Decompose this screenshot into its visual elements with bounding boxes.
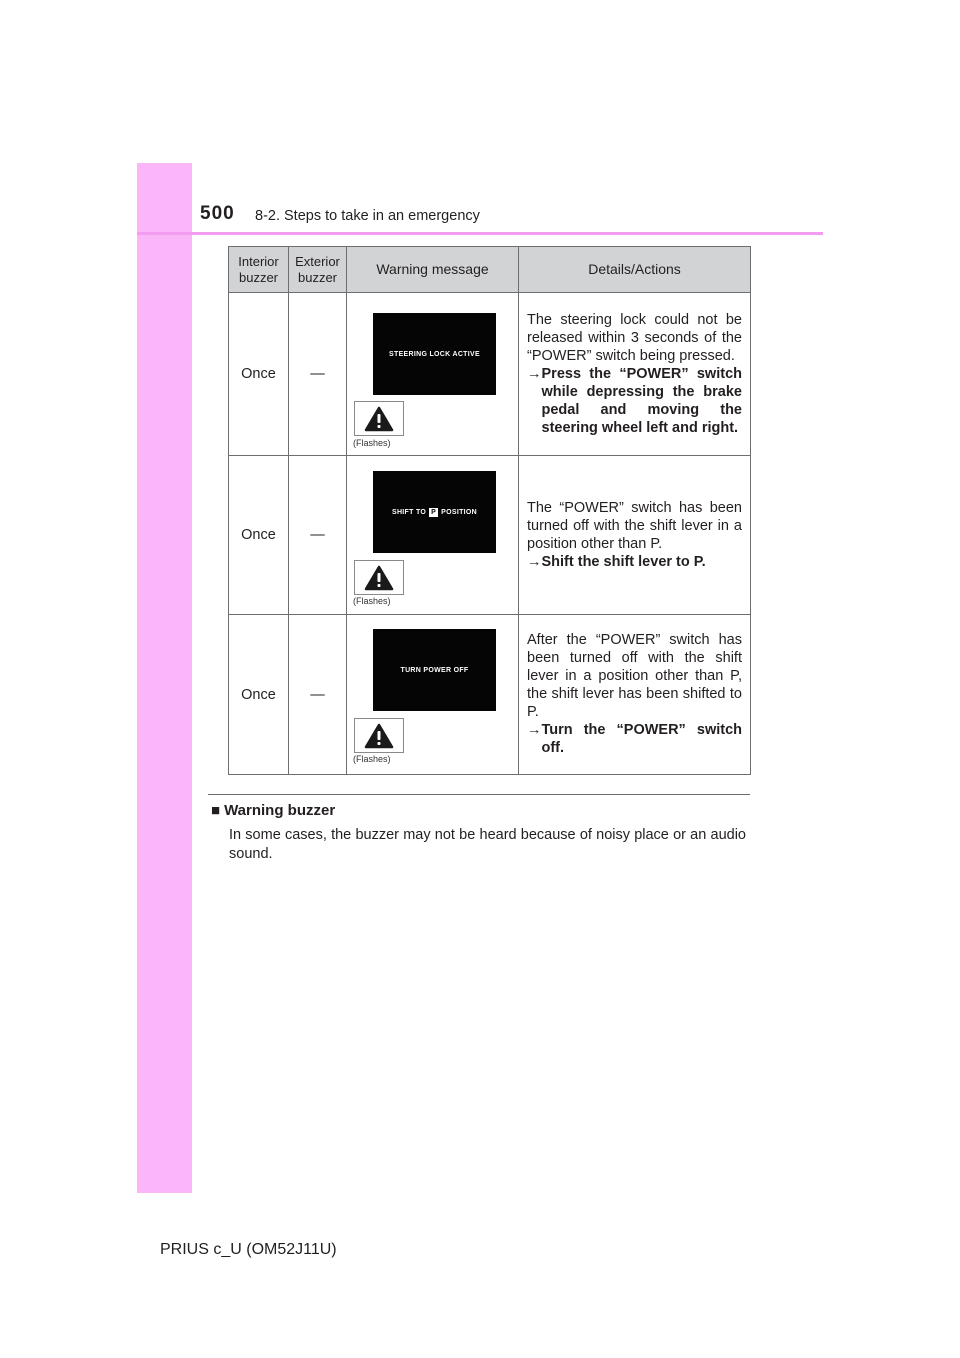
warning-message-cell xyxy=(347,293,519,456)
flashes-label: (Flashes) xyxy=(353,438,391,448)
action-text: Turn the “POWER” switch off. xyxy=(541,722,742,756)
details-text: The steering lock could not be released within 3 seconds of the “POWER” switch being pressed. xyxy=(527,311,742,364)
action-item xyxy=(527,721,742,757)
flashes-label: (Flashes) xyxy=(353,596,391,606)
table-header-row xyxy=(229,247,751,293)
arrow-icon: → xyxy=(527,553,542,570)
arrow-icon: → xyxy=(527,722,542,738)
col-header-details-actions: Details/Actions xyxy=(519,247,751,293)
table-row xyxy=(229,293,751,456)
details-text: After the “POWER” switch has been turned off with the shift lever in a position other than P, the shift lever has been shifted to P. xyxy=(527,632,742,720)
master-warning-light xyxy=(354,560,404,595)
action-item xyxy=(527,365,742,437)
details-text: The “POWER” switch has been turned off with the shift lever in a position other than P. xyxy=(527,499,742,552)
col-header-warning-message: Warning message xyxy=(347,247,519,293)
note-body: In some cases, the buzzer may not be heard because of noisy place or an audio sound. xyxy=(229,827,746,862)
col-header-exterior-buzzer: Exterior buzzer xyxy=(289,247,347,293)
interior-buzzer-cell: Once xyxy=(229,615,289,775)
note-title: Warning buzzer xyxy=(224,802,336,819)
warning-message-cell xyxy=(347,456,519,615)
master-warning-light xyxy=(354,718,404,753)
details-actions-cell xyxy=(519,615,751,775)
warning-exclamation-icon xyxy=(364,565,394,591)
p-position-badge: P xyxy=(431,508,437,516)
warning-exclamation-icon xyxy=(364,406,394,432)
exterior-buzzer-cell: — xyxy=(289,615,347,775)
interior-buzzer-cell: Once xyxy=(229,456,289,615)
note-divider xyxy=(208,794,750,795)
interior-buzzer-cell: Once xyxy=(229,293,289,456)
master-warning-light xyxy=(354,401,404,436)
details-actions-cell xyxy=(519,293,751,456)
page-number: 500 xyxy=(200,203,235,224)
screen-message: TURN POWER OFF xyxy=(400,666,469,674)
side-color-band xyxy=(137,163,192,1193)
warning-exclamation-icon xyxy=(364,723,394,749)
flashes-label: (Flashes) xyxy=(353,754,391,764)
action-item xyxy=(527,553,742,571)
section-title: 8-2. Steps to take in an emergency xyxy=(255,208,480,224)
header-rule xyxy=(137,232,823,235)
warning-table xyxy=(228,246,751,775)
action-text: Press the “POWER” switch while depressing the brake pedal and moving the steering wheel left and right. xyxy=(541,365,742,436)
note-heading xyxy=(211,802,335,819)
action-text: Shift the shift lever to P. xyxy=(541,553,706,570)
exterior-buzzer-cell: — xyxy=(289,456,347,615)
arrow-icon: → xyxy=(527,365,542,382)
multi-info-display-screen xyxy=(373,629,496,711)
multi-info-display-screen xyxy=(373,313,496,395)
square-bullet-icon: ■ xyxy=(211,802,221,819)
screen-message: STEERING LOCK ACTIVE xyxy=(389,350,480,358)
warning-message-cell xyxy=(347,615,519,775)
screen-message-pre: SHIFT TO xyxy=(391,508,427,516)
table-row xyxy=(229,615,751,775)
details-actions-cell xyxy=(519,456,751,615)
screen-message-post: POSITION xyxy=(441,508,477,516)
col-header-interior-buzzer: Interior buzzer xyxy=(229,247,289,293)
footer-model-code: PRIUS c_U (OM52J11U) xyxy=(160,1241,337,1258)
table-row xyxy=(229,456,751,615)
exterior-buzzer-cell: — xyxy=(289,293,347,456)
multi-info-display-screen xyxy=(373,471,496,553)
